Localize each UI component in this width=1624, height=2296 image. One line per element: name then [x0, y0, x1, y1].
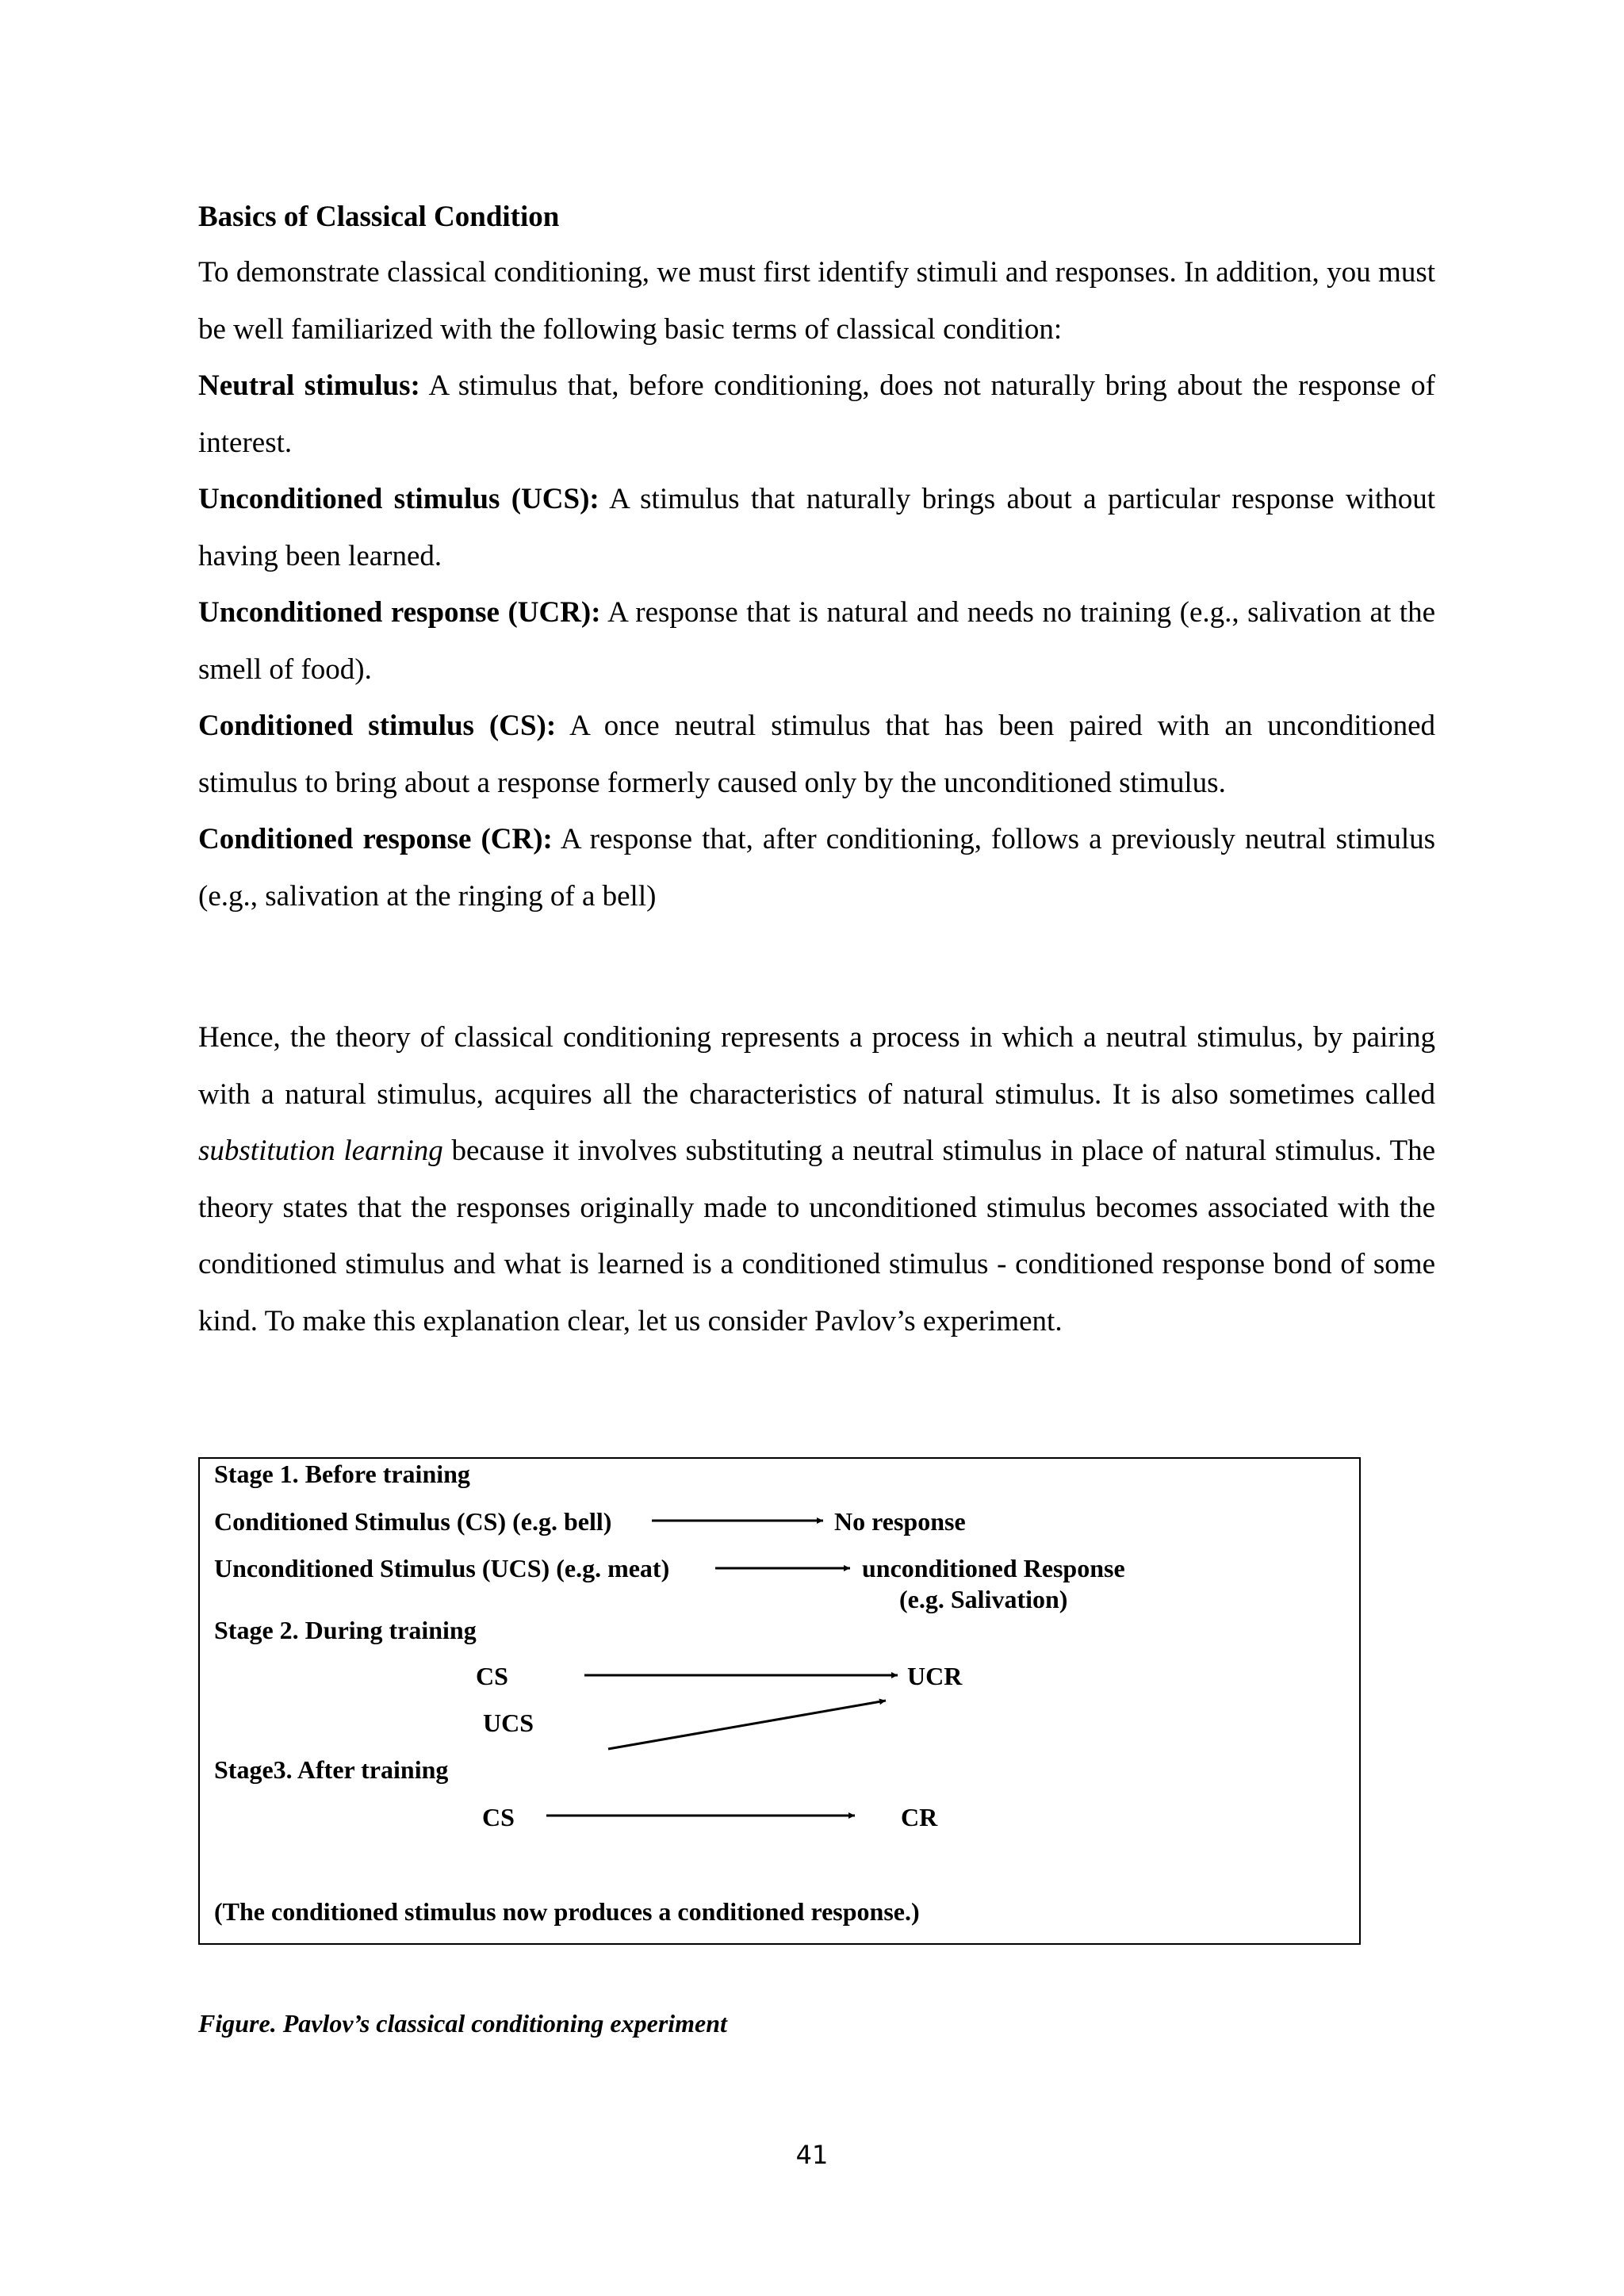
term-neutral-stimulus: [198, 369, 1435, 459]
term-unconditioned-response: [198, 596, 1435, 686]
term-unconditioned-stimulus: [198, 483, 1435, 572]
stage1-ucs-result-example: (e.g. Salivation): [899, 1585, 1068, 1613]
stage2-ucs-arrow: [608, 1701, 886, 1749]
stage1-cs-result: No response: [834, 1507, 966, 1536]
term-definition: A stimulus that, before conditioning, does not naturally bring about the response of interest.: [198, 369, 1435, 459]
emphasis-substitution-learning: substitution learning: [198, 1135, 443, 1167]
term-label: Unconditioned response (UCR):: [198, 596, 601, 629]
term-label: Neutral stimulus:: [198, 369, 420, 402]
term-conditioned-stimulus: [198, 710, 1435, 799]
term-label: Conditioned response (CR):: [198, 823, 553, 855]
term-definition: A response that is natural and needs no training (e.g., salivation at the smell of food).: [198, 596, 1435, 686]
closing-text-part1: Hence, the theory of classical conditioning represents a process in which a neutral stimulus, by pairing with a natural stimulus, acquires all the characteristics of natural stimulus. It is also sometimes called: [198, 1021, 1435, 1111]
stage1-cs-label: Conditioned Stimulus (CS) (e.g. bell): [214, 1507, 612, 1536]
stage3-title: Stage3. After training: [214, 1755, 449, 1784]
pavlov-figure: [198, 1457, 1361, 1945]
stage1-title: Stage 1. Before training: [214, 1460, 470, 1488]
stage2-cs-label: CS: [476, 1662, 508, 1690]
closing-text-part2: because it involves substituting a neutral stimulus in place of natural stimulus. The theory states that the responses originally made to unconditioned stimulus becomes associated with the conditioned stimulus and what is learned is a conditioned stimulus - conditioned response bond of some kind. To make this explanation clear, let us consider Pavlov’s experiment.: [198, 1135, 1436, 1337]
stage2-title: Stage 2. During training: [214, 1616, 477, 1644]
section-heading: Basics of Classical Condition: [198, 201, 560, 233]
term-definition: A response that, after conditioning, follows a previously neutral stimulus (e.g., salivation at the ringing of a bell): [198, 823, 1436, 913]
figure-note: (The conditioned stimulus now produces a conditioned response.): [214, 1897, 920, 1926]
page-number: 41: [795, 2140, 829, 2170]
figure-caption: Figure. Pavlov’s classical conditioning experiment: [198, 2009, 727, 2038]
term-label: Unconditioned stimulus (UCS):: [198, 483, 599, 515]
intro-paragraph: To demonstrate classical conditioning, we must first identify stimuli and responses. In addition, you must be well familiarized with the following basic terms of classical condition:: [198, 256, 1435, 346]
stage2-result: UCR: [907, 1662, 963, 1690]
stage1-ucs-result: unconditioned Response: [862, 1554, 1125, 1582]
term-definition: A once neutral stimulus that has been paired with an unconditioned stimulus to bring about a response formerly caused only by the unconditioned stimulus.: [198, 710, 1435, 799]
term-conditioned-response: [198, 823, 1435, 913]
term-definition: A stimulus that naturally brings about a particular response without having been learned.: [198, 483, 1435, 572]
closing-paragraph: [198, 1009, 1435, 1349]
stage1-ucs-label: Unconditioned Stimulus (UCS) (e.g. meat): [214, 1554, 670, 1582]
term-label: Conditioned stimulus (CS):: [198, 710, 557, 742]
stage2-ucs-label: UCS: [483, 1709, 534, 1737]
arrows-layer: [200, 1459, 1359, 1943]
stage3-cs-label: CS: [482, 1803, 515, 1831]
definitions-block: [198, 244, 1435, 924]
stage3-result: CR: [901, 1803, 938, 1831]
